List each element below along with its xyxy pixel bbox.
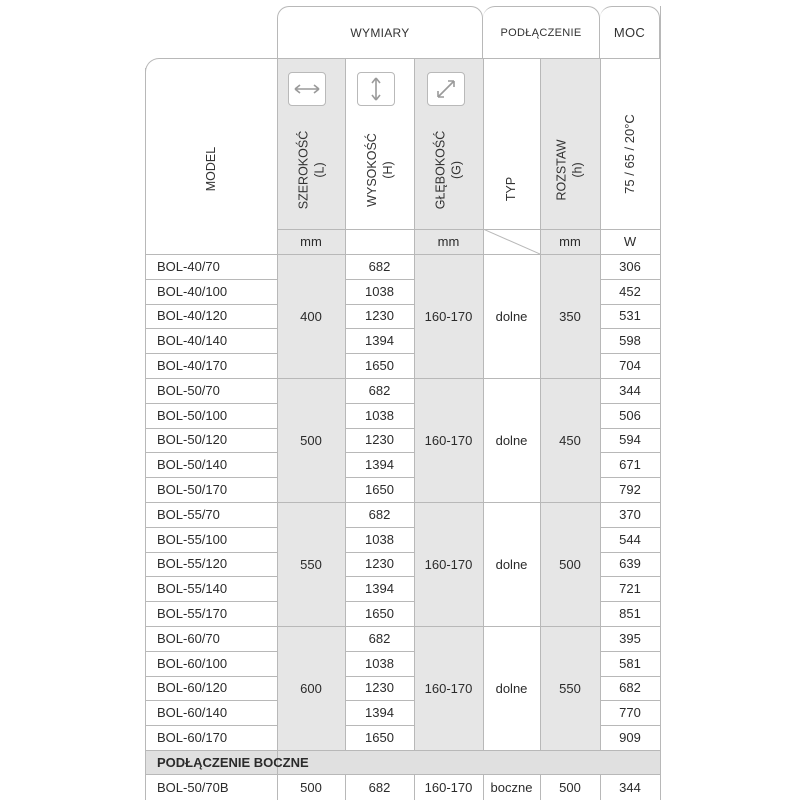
row-height: 1230 bbox=[365, 432, 394, 448]
group-width: 600 bbox=[300, 680, 322, 696]
row-power: 721 bbox=[619, 581, 641, 597]
row-height: 1394 bbox=[365, 581, 394, 597]
side-type: boczne bbox=[490, 779, 533, 795]
col-wysokosc-label: WYSOKOŚĆ (H) bbox=[364, 133, 395, 207]
row-power: 792 bbox=[619, 482, 641, 498]
group-spacing: 550 bbox=[559, 680, 581, 696]
group-type: dolne bbox=[495, 432, 528, 448]
side-model: BOL-50/70B bbox=[157, 779, 229, 795]
col-szerokosc-label: SZEROKOŚĆ (L) bbox=[296, 130, 326, 210]
row-model: BOL-40/70 bbox=[157, 258, 220, 274]
row-power: 581 bbox=[619, 655, 641, 671]
row-power: 370 bbox=[619, 506, 641, 522]
row-height: 682 bbox=[368, 258, 391, 274]
row-power: 639 bbox=[619, 556, 641, 572]
row-model: BOL-40/100 bbox=[157, 283, 228, 299]
row-model: BOL-55/140 bbox=[157, 581, 228, 597]
group-depth: 160-170 bbox=[424, 680, 473, 696]
group-wymiary-label: WYMIARY bbox=[350, 25, 410, 40]
group-spacing: 450 bbox=[559, 432, 581, 448]
row-height: 1650 bbox=[365, 606, 394, 622]
group-type: dolne bbox=[495, 556, 528, 572]
row-power: 544 bbox=[619, 531, 641, 547]
col-model-label: MODEL bbox=[203, 146, 218, 192]
row-model: BOL-55/100 bbox=[157, 531, 228, 547]
row-model: BOL-55/170 bbox=[157, 606, 228, 622]
row-model: BOL-55/120 bbox=[157, 556, 228, 572]
diagonal-arrow-icon bbox=[427, 72, 465, 106]
side-width: 500 bbox=[300, 779, 322, 795]
group-spacing: 350 bbox=[559, 308, 581, 324]
row-model: BOL-50/100 bbox=[157, 407, 228, 423]
horizontal-arrow-icon bbox=[288, 72, 326, 106]
row-model: BOL-50/120 bbox=[157, 432, 228, 448]
row-model: BOL-60/140 bbox=[157, 705, 228, 721]
row-model: BOL-40/120 bbox=[157, 308, 228, 324]
typ-unit-diagonal bbox=[483, 229, 540, 254]
group-width: 400 bbox=[300, 308, 322, 324]
group-type: dolne bbox=[495, 680, 528, 696]
row-height: 1394 bbox=[365, 705, 394, 721]
row-power: 851 bbox=[619, 606, 641, 622]
row-power: 506 bbox=[619, 407, 641, 423]
row-height: 682 bbox=[368, 382, 391, 398]
col-typ-label: TYP bbox=[504, 176, 519, 202]
row-model: BOL-60/170 bbox=[157, 730, 228, 746]
row-power: 909 bbox=[619, 730, 641, 746]
row-power: 344 bbox=[619, 382, 641, 398]
row-height: 1038 bbox=[365, 407, 394, 423]
row-height: 682 bbox=[368, 506, 391, 522]
unit-rozstaw: mm bbox=[559, 234, 581, 249]
group-depth: 160-170 bbox=[424, 308, 473, 324]
col-rozstaw-label: ROZSTAW (h) bbox=[555, 139, 586, 201]
row-height: 682 bbox=[368, 630, 391, 646]
group-header-podlaczenie bbox=[483, 6, 600, 58]
row-height: 1394 bbox=[365, 457, 394, 473]
group-width: 500 bbox=[300, 432, 322, 448]
row-model: BOL-55/70 bbox=[157, 506, 220, 522]
group-podlaczenie-label: PODŁĄCZENIE bbox=[500, 26, 582, 39]
group-header-wymiary bbox=[277, 6, 483, 58]
side-height: 682 bbox=[368, 779, 391, 795]
group-spacing: 500 bbox=[559, 556, 581, 572]
unit-moc: W bbox=[623, 234, 637, 249]
group-depth: 160-170 bbox=[424, 556, 473, 572]
row-height: 1650 bbox=[365, 730, 394, 746]
group-width: 550 bbox=[300, 556, 322, 572]
row-power: 770 bbox=[619, 705, 641, 721]
side-row bbox=[145, 774, 660, 800]
row-height: 1038 bbox=[365, 655, 394, 671]
row-model: BOL-50/170 bbox=[157, 482, 228, 498]
row-height: 1230 bbox=[365, 308, 394, 324]
row-model: BOL-50/70 bbox=[157, 382, 220, 398]
unit-glebokosc: mm bbox=[437, 234, 460, 249]
row-height: 1038 bbox=[365, 283, 394, 299]
row-power: 306 bbox=[619, 258, 641, 274]
row-power: 682 bbox=[619, 680, 641, 696]
col-moc-label: 75 / 65 / 20°C bbox=[622, 114, 638, 194]
row-model: BOL-60/120 bbox=[157, 680, 228, 696]
row-model: BOL-40/140 bbox=[157, 333, 228, 349]
vertical-arrow-icon bbox=[357, 72, 395, 106]
row-model: BOL-60/100 bbox=[157, 655, 228, 671]
group-depth: 160-170 bbox=[424, 432, 473, 448]
side-power: 344 bbox=[619, 779, 641, 795]
group-type: dolne bbox=[495, 308, 528, 324]
row-height: 1650 bbox=[365, 358, 394, 374]
side-spacing: 500 bbox=[559, 779, 581, 795]
row-height: 1650 bbox=[365, 482, 394, 498]
unit-szerokosc: mm bbox=[300, 234, 322, 249]
row-power: 452 bbox=[619, 283, 641, 299]
row-height: 1038 bbox=[365, 531, 394, 547]
row-height: 1394 bbox=[365, 333, 394, 349]
row-model: BOL-50/140 bbox=[157, 457, 228, 473]
row-model: BOL-60/70 bbox=[157, 630, 220, 646]
row-power: 395 bbox=[619, 630, 641, 646]
side-section-title: PODŁĄCZENIE BOCZNE bbox=[157, 754, 309, 770]
group-header-moc bbox=[600, 6, 660, 58]
row-power: 594 bbox=[619, 432, 641, 448]
row-power: 598 bbox=[619, 333, 641, 349]
group-moc-label: MOC bbox=[613, 25, 646, 40]
side-depth: 160-170 bbox=[424, 779, 473, 795]
row-power: 704 bbox=[619, 358, 641, 374]
row-power: 671 bbox=[619, 457, 641, 473]
row-model: BOL-40/170 bbox=[157, 358, 228, 374]
row-height: 1230 bbox=[365, 680, 394, 696]
col-glebokosc-label: GŁĘBOKOŚĆ (G) bbox=[433, 130, 464, 210]
row-height: 1230 bbox=[365, 556, 394, 572]
row-power: 531 bbox=[619, 308, 641, 324]
